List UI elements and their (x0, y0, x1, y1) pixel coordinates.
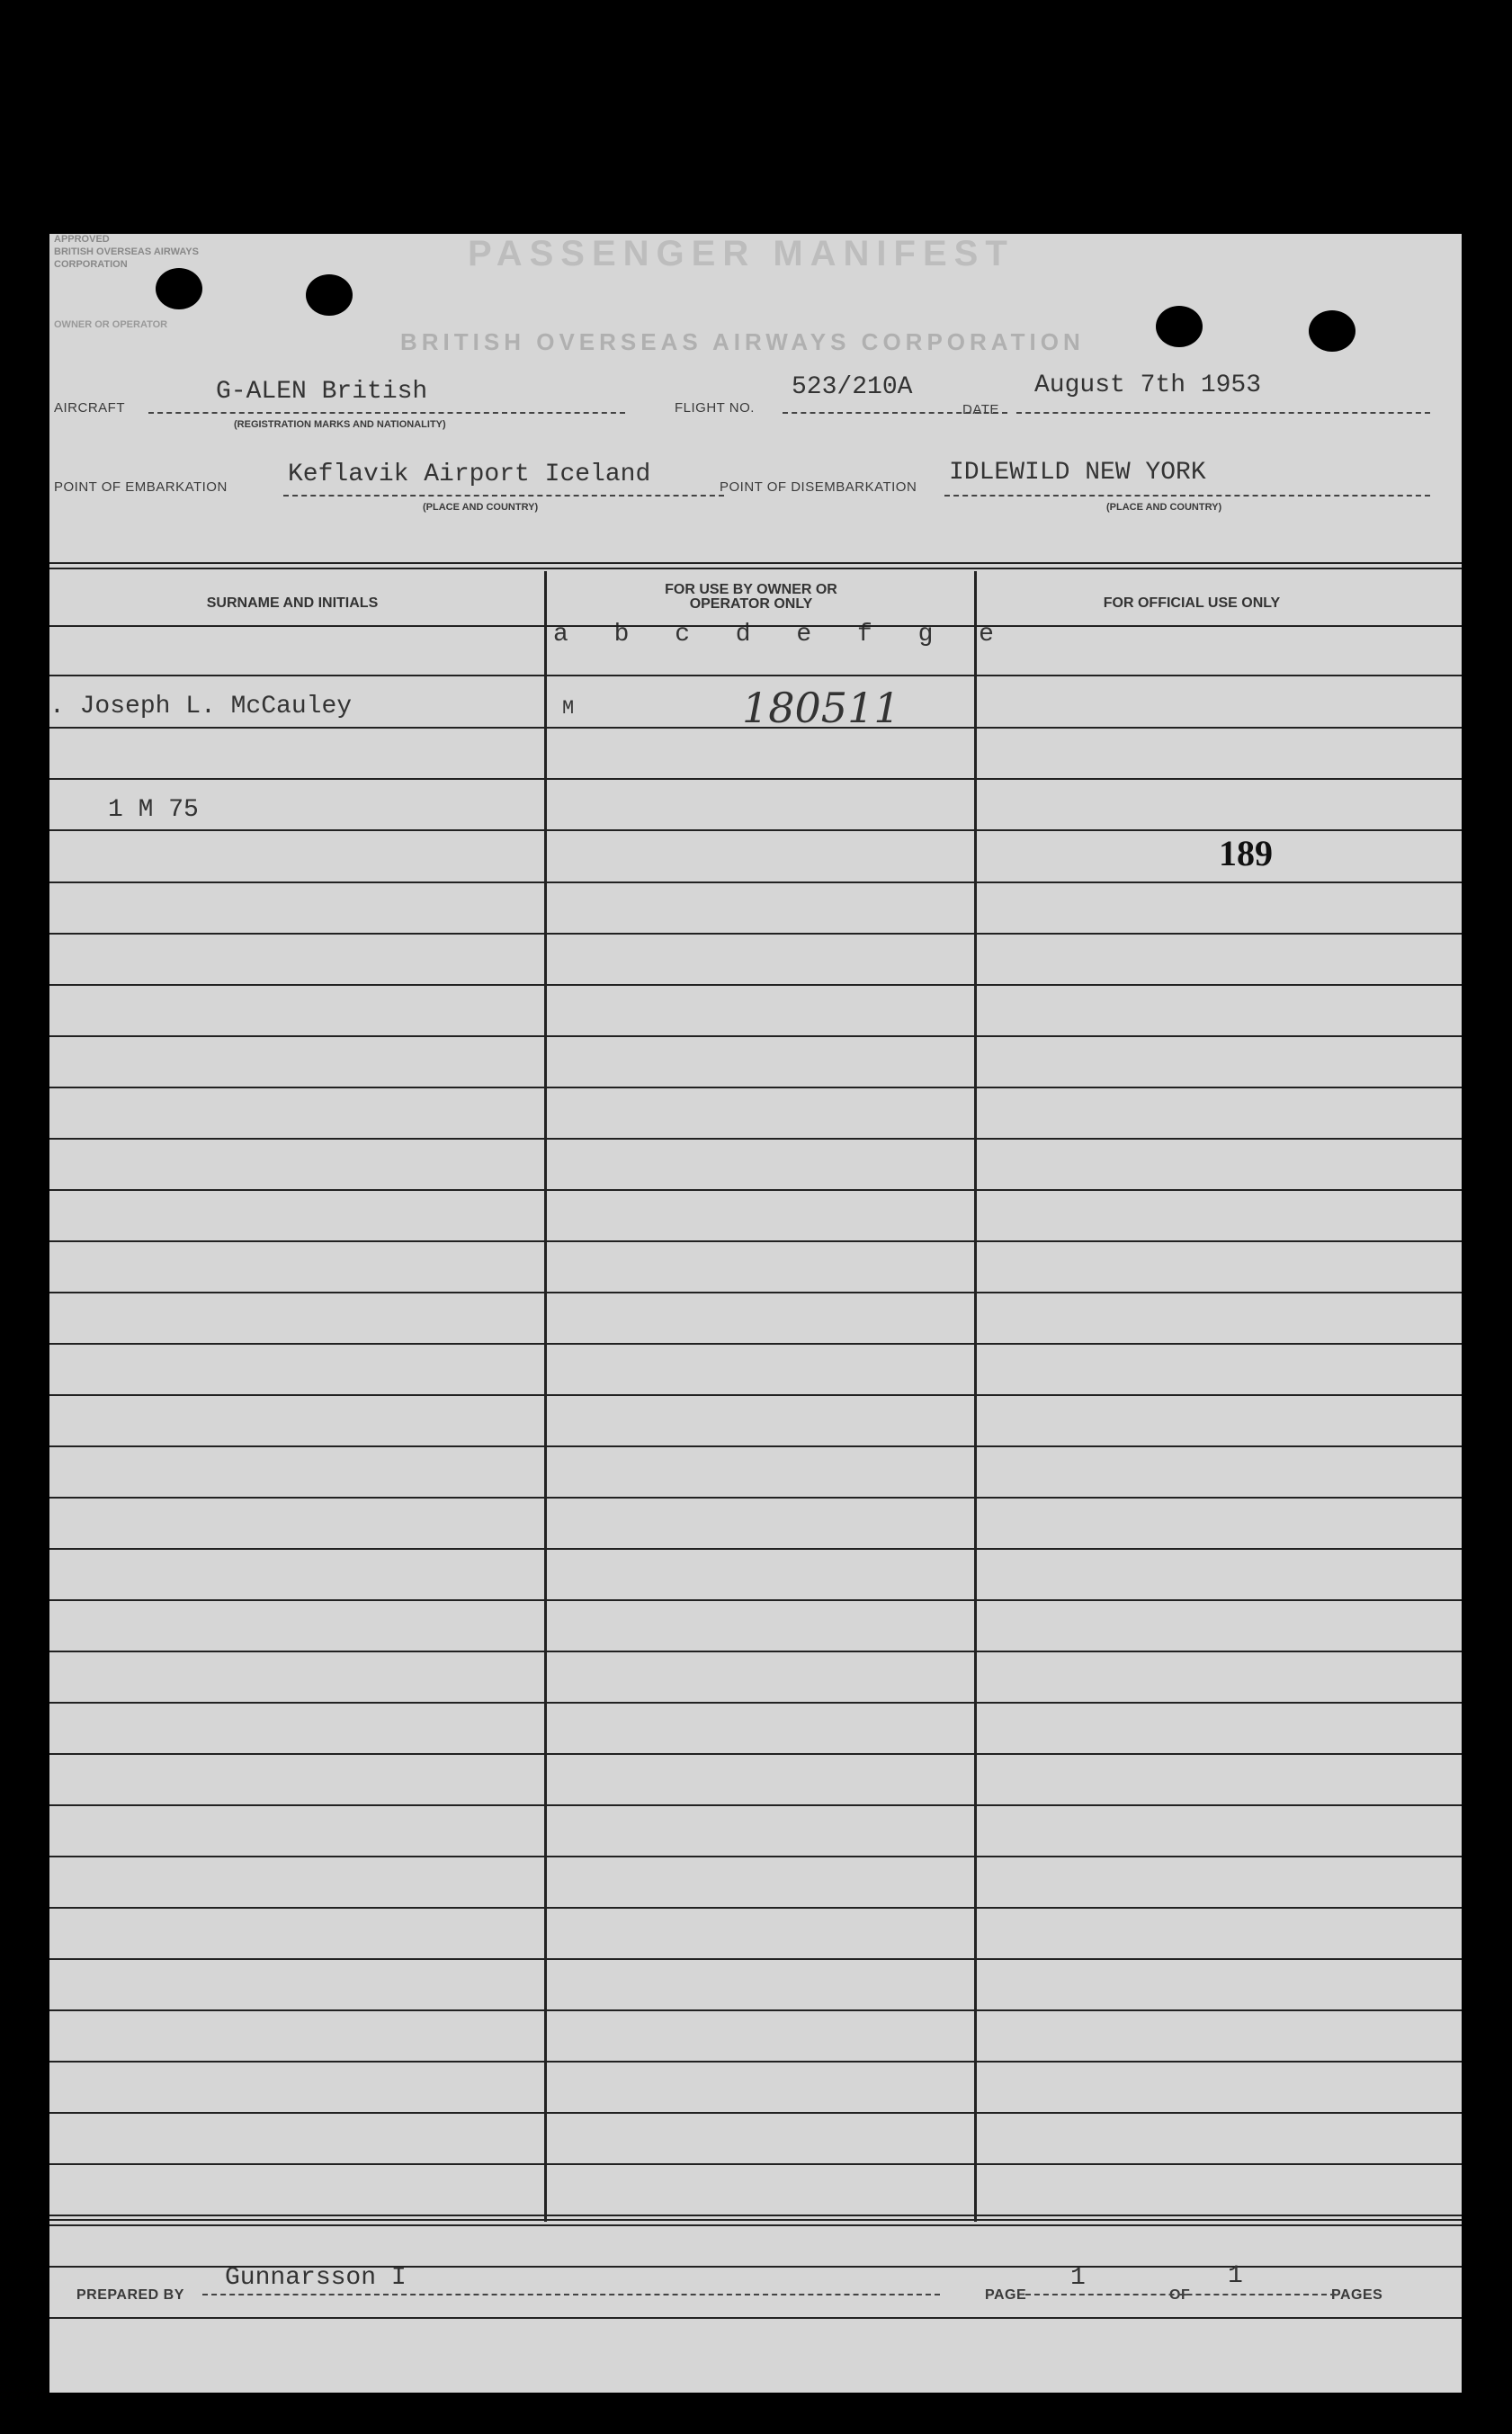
row-rule (49, 1138, 1462, 1140)
row-rule (49, 829, 1462, 831)
row-rule (49, 1753, 1462, 1755)
approval-stamp-line: CORPORATION (54, 259, 128, 270)
owner-letter: a (553, 621, 568, 649)
row-rule (49, 1240, 1462, 1242)
row-rule (49, 2061, 1462, 2063)
form-title: PASSENGER MANIFEST (468, 234, 1015, 273)
owner-handwritten-code: 180511 (742, 684, 900, 732)
page-label: PAGE (985, 2287, 1027, 2303)
owner-letter: b (613, 621, 630, 649)
row-rule (49, 2215, 1462, 2216)
column-header-owner: FOR USE BY OWNER OR OPERATOR ONLY (665, 582, 837, 612)
punch-hole (306, 274, 353, 316)
row-rule (49, 2009, 1462, 2011)
owner-letter: c (675, 621, 690, 649)
underline (202, 2294, 940, 2295)
row-rule (49, 2112, 1462, 2114)
row-rule (49, 675, 1462, 676)
owner-label: OWNER OR OPERATOR (54, 319, 168, 330)
row-rule (49, 2317, 1462, 2319)
row-rule (49, 1958, 1462, 1960)
page-count: 1 (1228, 2262, 1243, 2290)
approval-stamp-line: APPROVED (54, 234, 110, 245)
passenger-name: . Joseph L. McCauley (49, 693, 353, 720)
row-rule (49, 1599, 1462, 1601)
column-divider (974, 571, 977, 2222)
passenger-note: 1 M 75 (108, 796, 199, 824)
disembark-label: POINT OF DISEMBARKATION (720, 479, 917, 495)
underline (283, 495, 724, 497)
aircraft-registration: G-ALEN British (216, 378, 428, 406)
flight-label: FLIGHT NO. (675, 400, 755, 416)
official-number: 189 (1219, 833, 1273, 873)
column-header-name: SURNAME AND INITIALS (206, 595, 379, 611)
row-rule (49, 1189, 1462, 1191)
owner-code-prefix: M (562, 697, 575, 720)
row-rule (49, 933, 1462, 935)
approval-stamp-line: BRITISH OVERSEAS AIRWAYS (54, 246, 199, 257)
row-rule (49, 1035, 1462, 1037)
owner-letter: d (735, 621, 751, 649)
embark-place: Keflavik Airport Iceland (288, 461, 651, 488)
row-rule (49, 1343, 1462, 1345)
prepared-label: PREPARED BY (76, 2287, 184, 2303)
row-rule (49, 1292, 1462, 1293)
punch-hole (1156, 306, 1203, 347)
row-rule (49, 2163, 1462, 2165)
embark-label: POINT OF EMBARKATION (54, 479, 228, 495)
row-rule (49, 778, 1462, 780)
page-number: 1 (1070, 2264, 1086, 2292)
flight-number: 523/210A (792, 373, 913, 401)
row-rule (49, 625, 1462, 627)
row-rule (49, 1804, 1462, 1806)
row-rule (49, 1497, 1462, 1499)
disembark-caption: (PLACE AND COUNTRY) (1106, 502, 1222, 513)
underline (1025, 2294, 1336, 2295)
pages-label: PAGES (1331, 2287, 1383, 2303)
row-rule (49, 1394, 1462, 1396)
of-label: OF (1169, 2287, 1191, 2303)
column-header-official: FOR OFFICIAL USE ONLY (1103, 595, 1281, 611)
table-bottom-rule (49, 2219, 1462, 2226)
row-rule (49, 1856, 1462, 1857)
row-rule (49, 1548, 1462, 1550)
prepared-by: Gunnarsson I (225, 2264, 407, 2292)
row-rule (49, 1651, 1462, 1652)
row-rule (49, 881, 1462, 883)
underline (1016, 412, 1430, 414)
underline (148, 412, 625, 414)
embark-caption: (PLACE AND COUNTRY) (423, 502, 539, 513)
owner-letter: g (917, 621, 934, 649)
punch-hole (1309, 310, 1355, 352)
row-rule (49, 1907, 1462, 1909)
table-top-rule (49, 562, 1462, 569)
flight-date: August 7th 1953 (1034, 371, 1262, 399)
disembark-place: IDLEWILD NEW YORK (949, 459, 1206, 487)
row-rule (49, 1702, 1462, 1704)
row-rule (49, 1087, 1462, 1088)
aircraft-label: AIRCRAFT (54, 400, 125, 416)
row-rule (49, 1445, 1462, 1447)
registration-caption: (REGISTRATION MARKS AND NATIONALITY) (234, 419, 446, 430)
operator-name: BRITISH OVERSEAS AIRWAYS CORPORATION (400, 328, 1085, 355)
underline (944, 495, 1430, 497)
manifest-sheet (49, 234, 1462, 2393)
punch-hole (156, 268, 202, 309)
owner-letter: f (856, 621, 872, 649)
owner-letter: e (796, 621, 812, 649)
column-divider (544, 571, 547, 2222)
owner-letter: e (979, 621, 994, 649)
date-label: DATE (962, 402, 999, 417)
row-rule (49, 984, 1462, 986)
